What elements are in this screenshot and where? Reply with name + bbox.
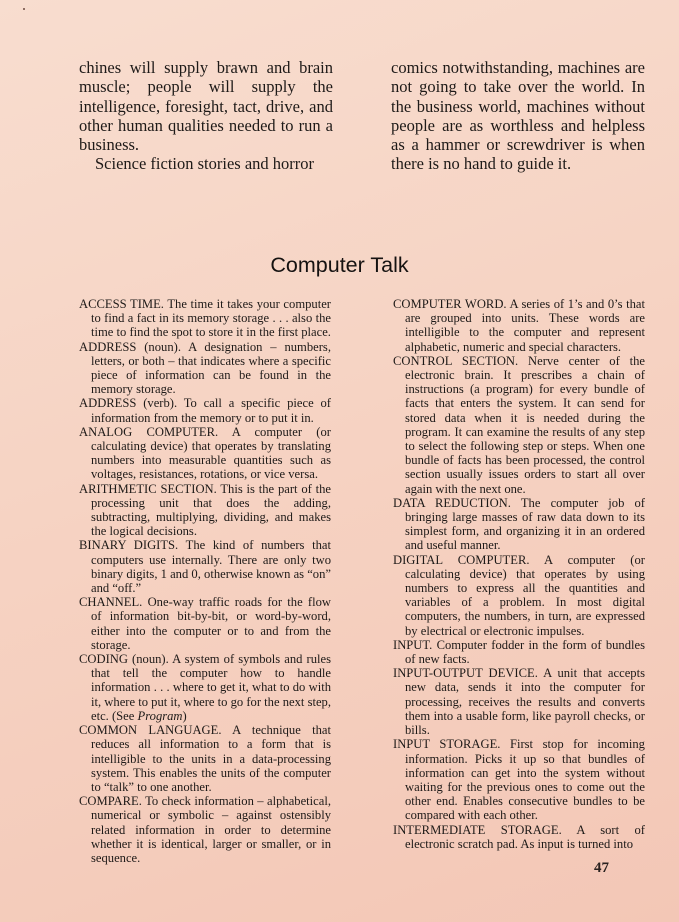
glossary-term: CONTROL SECTION. bbox=[393, 353, 519, 368]
glossary-term: INTERMEDIATE STORAGE. bbox=[393, 822, 562, 837]
glossary-entry bbox=[79, 794, 331, 865]
glossary-term: CHANNEL. bbox=[79, 595, 143, 610]
glossary-definition: One-way traffic roads for the flow of information bit-by-bit, or word-by-word, either into the computer or to and from the storage. bbox=[91, 595, 331, 652]
glossary-definition: A computer (or calculating device) that operates by using numbers to express all the quantities and variables of a problem. In most digital computers, the numbers, in turn, are expressed by electrical or electronic impulses. bbox=[405, 552, 645, 638]
glossary-entry bbox=[79, 595, 331, 652]
glossary-entry bbox=[393, 666, 645, 737]
glossary-entry bbox=[79, 538, 331, 595]
glossary-term: INPUT STORAGE. bbox=[393, 737, 501, 752]
glossary-definition: The kind of numbers that computers use internally. There are only two binary digits, 1 and 0, otherwise known as “on” and “off.” bbox=[91, 538, 331, 596]
glossary-term: CODING (noun). bbox=[79, 652, 169, 667]
glossary-definition: A computer (or calculating device) that operates by translating numbers into measurable quantities such as voltages, resistances, rotations, or vice versa. bbox=[91, 424, 331, 482]
glossary-entry bbox=[393, 823, 645, 851]
glossary-definition: A sort of electronic scratch pad. As input is turned into bbox=[405, 822, 646, 851]
glossary-term: ADDRESS (noun). bbox=[79, 339, 181, 354]
glossary-entry bbox=[79, 396, 331, 424]
glossary-term: INPUT-OUTPUT DEVICE. bbox=[393, 666, 538, 681]
intro-column-right bbox=[391, 58, 645, 174]
speck-mark bbox=[23, 8, 25, 10]
glossary-term: COMPARE. bbox=[79, 794, 142, 809]
glossary-column-right bbox=[393, 297, 645, 865]
intro-column-left bbox=[79, 58, 333, 174]
glossary-definition: This is the part of the processing unit that does the adding, subtracting, multiplying, dividing, and makes the logical decisions. bbox=[91, 481, 331, 539]
glossary-entry bbox=[393, 638, 645, 666]
glossary-definition: A system of symbols and rules that tell the computer how to handle information . . . where to get it, what to do with it, where to put it, where to go for the next step, etc. (See bbox=[91, 652, 331, 723]
cross-reference: Program bbox=[137, 708, 183, 723]
glossary-entry bbox=[79, 425, 331, 482]
glossary-entry bbox=[393, 354, 645, 496]
glossary-definition: Computer fodder in the form of bundles of new facts. bbox=[405, 637, 645, 667]
glossary-definition: Nerve center of the electronic brain. It prescribes a chain of instructions (a program) for every bundle of facts that enters the system. It can send for stored data when it is needed during the program. It can examine the results of any step to select the following step or steps. When one bundle of facts has been processed, the control section usually issues orders to start all over again with the next one. bbox=[405, 353, 645, 496]
glossary-column-left bbox=[79, 297, 331, 865]
glossary-entry bbox=[393, 737, 645, 822]
glossary-entry bbox=[79, 652, 331, 723]
glossary-entry bbox=[79, 482, 331, 539]
glossary-term: INPUT. bbox=[393, 637, 433, 652]
glossary-term: ADDRESS (verb). bbox=[79, 396, 178, 411]
glossary-definition-end: ) bbox=[182, 708, 187, 723]
page-number: 47 bbox=[594, 860, 609, 876]
glossary-definition: A technique that reduces all information to a form that is intelligible to the units in a data-processing system. This enables the units of the computer to “talk” to one another. bbox=[91, 723, 331, 794]
glossary-entry bbox=[393, 553, 645, 638]
glossary-entry bbox=[79, 297, 331, 340]
glossary-term: DATA REDUCTION. bbox=[393, 495, 511, 510]
glossary-term: BINARY DIGITS. bbox=[79, 538, 179, 553]
glossary-entry bbox=[393, 297, 645, 354]
glossary-definition: The computer job of bringing large masses of raw data down to its simplest form, and organizing it in an ordered and useful manner. bbox=[405, 495, 645, 553]
glossary-definition: A unit that accepts new data, sends it into the computer for processing, receives the results and converts them into a usable form, like payroll checks, or bills. bbox=[405, 666, 645, 738]
intro-paragraph: chines will supply brawn and brain muscle; people will supply the intelligence, foresight, tact, drive, and other human qualities needed to run a business. bbox=[79, 58, 333, 155]
glossary-term: ARITHMETIC SECTION. bbox=[79, 481, 217, 496]
glossary-term: COMMON LANGUAGE. bbox=[79, 723, 222, 738]
glossary-term: ACCESS TIME. bbox=[79, 297, 164, 311]
glossary-definition: A series of 1’s and 0’s that are grouped into units. These words are intelligible to the computer and represent alphabetic, numeric and special characters. bbox=[405, 297, 645, 354]
glossary-entry bbox=[79, 723, 331, 794]
glossary-definition: A designation – numbers, letters, or both – that indicates where a specific piece of information can be found in the memory storage. bbox=[91, 339, 331, 397]
glossary-term: ANALOG COMPUTER. bbox=[79, 424, 219, 439]
intro-paragraph: comics notwithstanding, machines are not going to take over the world. In the business world, machines without people are as worthless and helpless as a hammer or screwdriver is when there is no hand to guide it. bbox=[391, 58, 645, 174]
intro-paragraph: Science fiction stories and horror bbox=[95, 154, 315, 174]
glossary-definition: The time it takes your computer to find a fact in its memory storage . . . also the time to find the spot to store it in the first place. bbox=[91, 297, 331, 340]
glossary-definition: First stop for incoming information. Picks it up so that bundles of information can get into the system without waiting for the previous ones to come out the other end. Enables consecutive bundles to be compared with each other. bbox=[405, 737, 645, 823]
glossary-term: COMPUTER WORD. bbox=[393, 297, 507, 311]
glossary-entry bbox=[79, 340, 331, 397]
glossary-definition: To check information – alphabetical, numerical or symbolic – against ostensibly related information in order to determine whether it is identical, larger or smaller, or in sequence. bbox=[91, 794, 331, 865]
glossary-entry bbox=[393, 496, 645, 553]
glossary-definition: To call a specific piece of information from the memory or to put it in. bbox=[91, 396, 331, 425]
glossary bbox=[79, 297, 645, 865]
glossary-term: DIGITAL COMPUTER. bbox=[393, 552, 530, 567]
intro-text bbox=[79, 58, 645, 174]
section-title: Computer Talk bbox=[270, 253, 409, 277]
